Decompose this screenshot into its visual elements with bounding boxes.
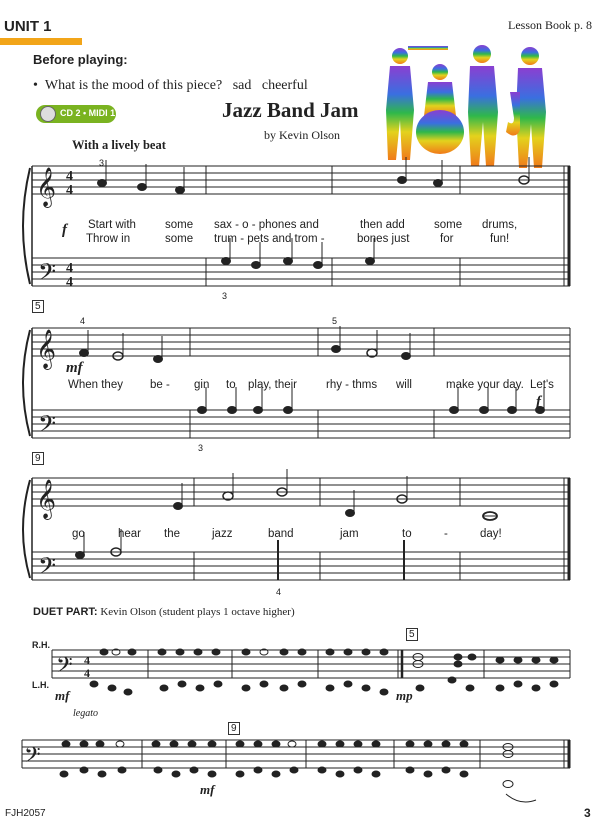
svg-text:𝄢: 𝄢 — [38, 552, 57, 585]
composer: by Kevin Olson — [264, 128, 340, 142]
question-text: What is the mood of this piece? — [44, 78, 223, 93]
fingering: 5 — [332, 316, 338, 326]
dynamic-f: f — [536, 394, 541, 410]
option-sad: sad — [232, 78, 252, 93]
lyric: sax - o - phones and — [214, 219, 319, 231]
measure-number: 5 — [406, 628, 418, 641]
svg-text:𝄞: 𝄞 — [36, 479, 57, 519]
dynamic-mf: mf — [55, 688, 70, 703]
lyric: jazz — [212, 528, 233, 540]
lyric: for — [440, 233, 454, 245]
duet-text: Kevin Olson (student plays 1 octave higher) — [100, 606, 295, 618]
dynamic-f: f — [62, 222, 67, 238]
dynamic-mf: mf — [66, 360, 83, 376]
page-number: 3 — [584, 806, 591, 820]
fingering: 3 — [222, 291, 228, 301]
lyric: some — [165, 219, 194, 231]
catalog-code: FJH2057 — [5, 808, 46, 819]
svg-text:𝄞: 𝄞 — [36, 329, 57, 369]
fingering: 3 — [198, 443, 204, 453]
lyric: gin — [194, 379, 210, 391]
piece-title: Jazz Band Jam — [222, 98, 359, 122]
lyric: day! — [480, 528, 502, 540]
lyric: to — [226, 379, 236, 391]
lyric: fun! — [490, 233, 510, 245]
svg-text:𝄞: 𝄞 — [36, 167, 57, 207]
lesson-reference: Lesson Book p. 8 — [508, 18, 592, 32]
lyric: hear — [118, 528, 142, 540]
lyric: play, their — [248, 379, 298, 391]
lyric: some — [434, 219, 463, 231]
lyric: go — [72, 528, 85, 540]
option-cheerful: cheerful — [261, 78, 308, 93]
lh-label: L.H. — [32, 680, 49, 690]
lyric: the — [164, 528, 180, 540]
duet-part-heading — [33, 606, 295, 618]
svg-text:𝄢: 𝄢 — [56, 653, 73, 683]
svg-text:𝄢: 𝄢 — [38, 410, 57, 443]
lyric: Start with — [88, 219, 136, 231]
lyric: then add — [360, 219, 405, 231]
fingering: 3 — [99, 158, 105, 168]
svg-text:4: 4 — [66, 169, 73, 184]
lyric: bones just — [357, 233, 410, 245]
fingering: 4 — [80, 316, 86, 326]
lyric: Throw in — [86, 233, 131, 245]
legato-marking: legato — [73, 708, 98, 719]
dynamic-mp: mp — [396, 688, 413, 703]
lyric: will — [396, 379, 412, 391]
cd-label: CD 2 • MIDI 1 — [60, 108, 116, 118]
svg-text:4: 4 — [66, 183, 73, 198]
lyric: jam — [340, 528, 359, 540]
bullet: • — [33, 78, 45, 93]
svg-text:𝄢: 𝄢 — [24, 743, 41, 773]
dynamic-mf: mf — [200, 782, 215, 797]
lyric: - — [444, 528, 448, 540]
lyric: to — [402, 528, 412, 540]
tempo-marking: With a lively beat — [72, 138, 166, 152]
before-playing-heading: Before playing: — [33, 52, 128, 67]
duet-label: DUET PART: — [33, 606, 98, 618]
svg-text:4: 4 — [84, 653, 90, 667]
measure-number: 9 — [32, 452, 44, 465]
lyric: trum - pets and trom - — [214, 233, 325, 245]
measure-number: 5 — [32, 300, 44, 313]
svg-text:4: 4 — [66, 275, 73, 290]
svg-text:4: 4 — [66, 261, 73, 276]
rh-label: R.H. — [32, 640, 50, 650]
lyric: When they — [68, 379, 123, 391]
lyric: some — [165, 233, 194, 245]
lyric: make your day. — [446, 379, 524, 391]
fingering: 4 — [276, 587, 282, 597]
measure-number: 9 — [228, 722, 240, 735]
lyric: drums, — [482, 219, 518, 231]
lyric: rhy - thms — [326, 379, 378, 391]
lyric: be - — [150, 379, 170, 391]
svg-text:4: 4 — [84, 666, 90, 680]
lyric: Let's — [530, 379, 554, 391]
unit-title: UNIT 1 — [4, 18, 52, 35]
lyric: band — [268, 528, 294, 540]
svg-text:𝄢: 𝄢 — [38, 258, 57, 291]
